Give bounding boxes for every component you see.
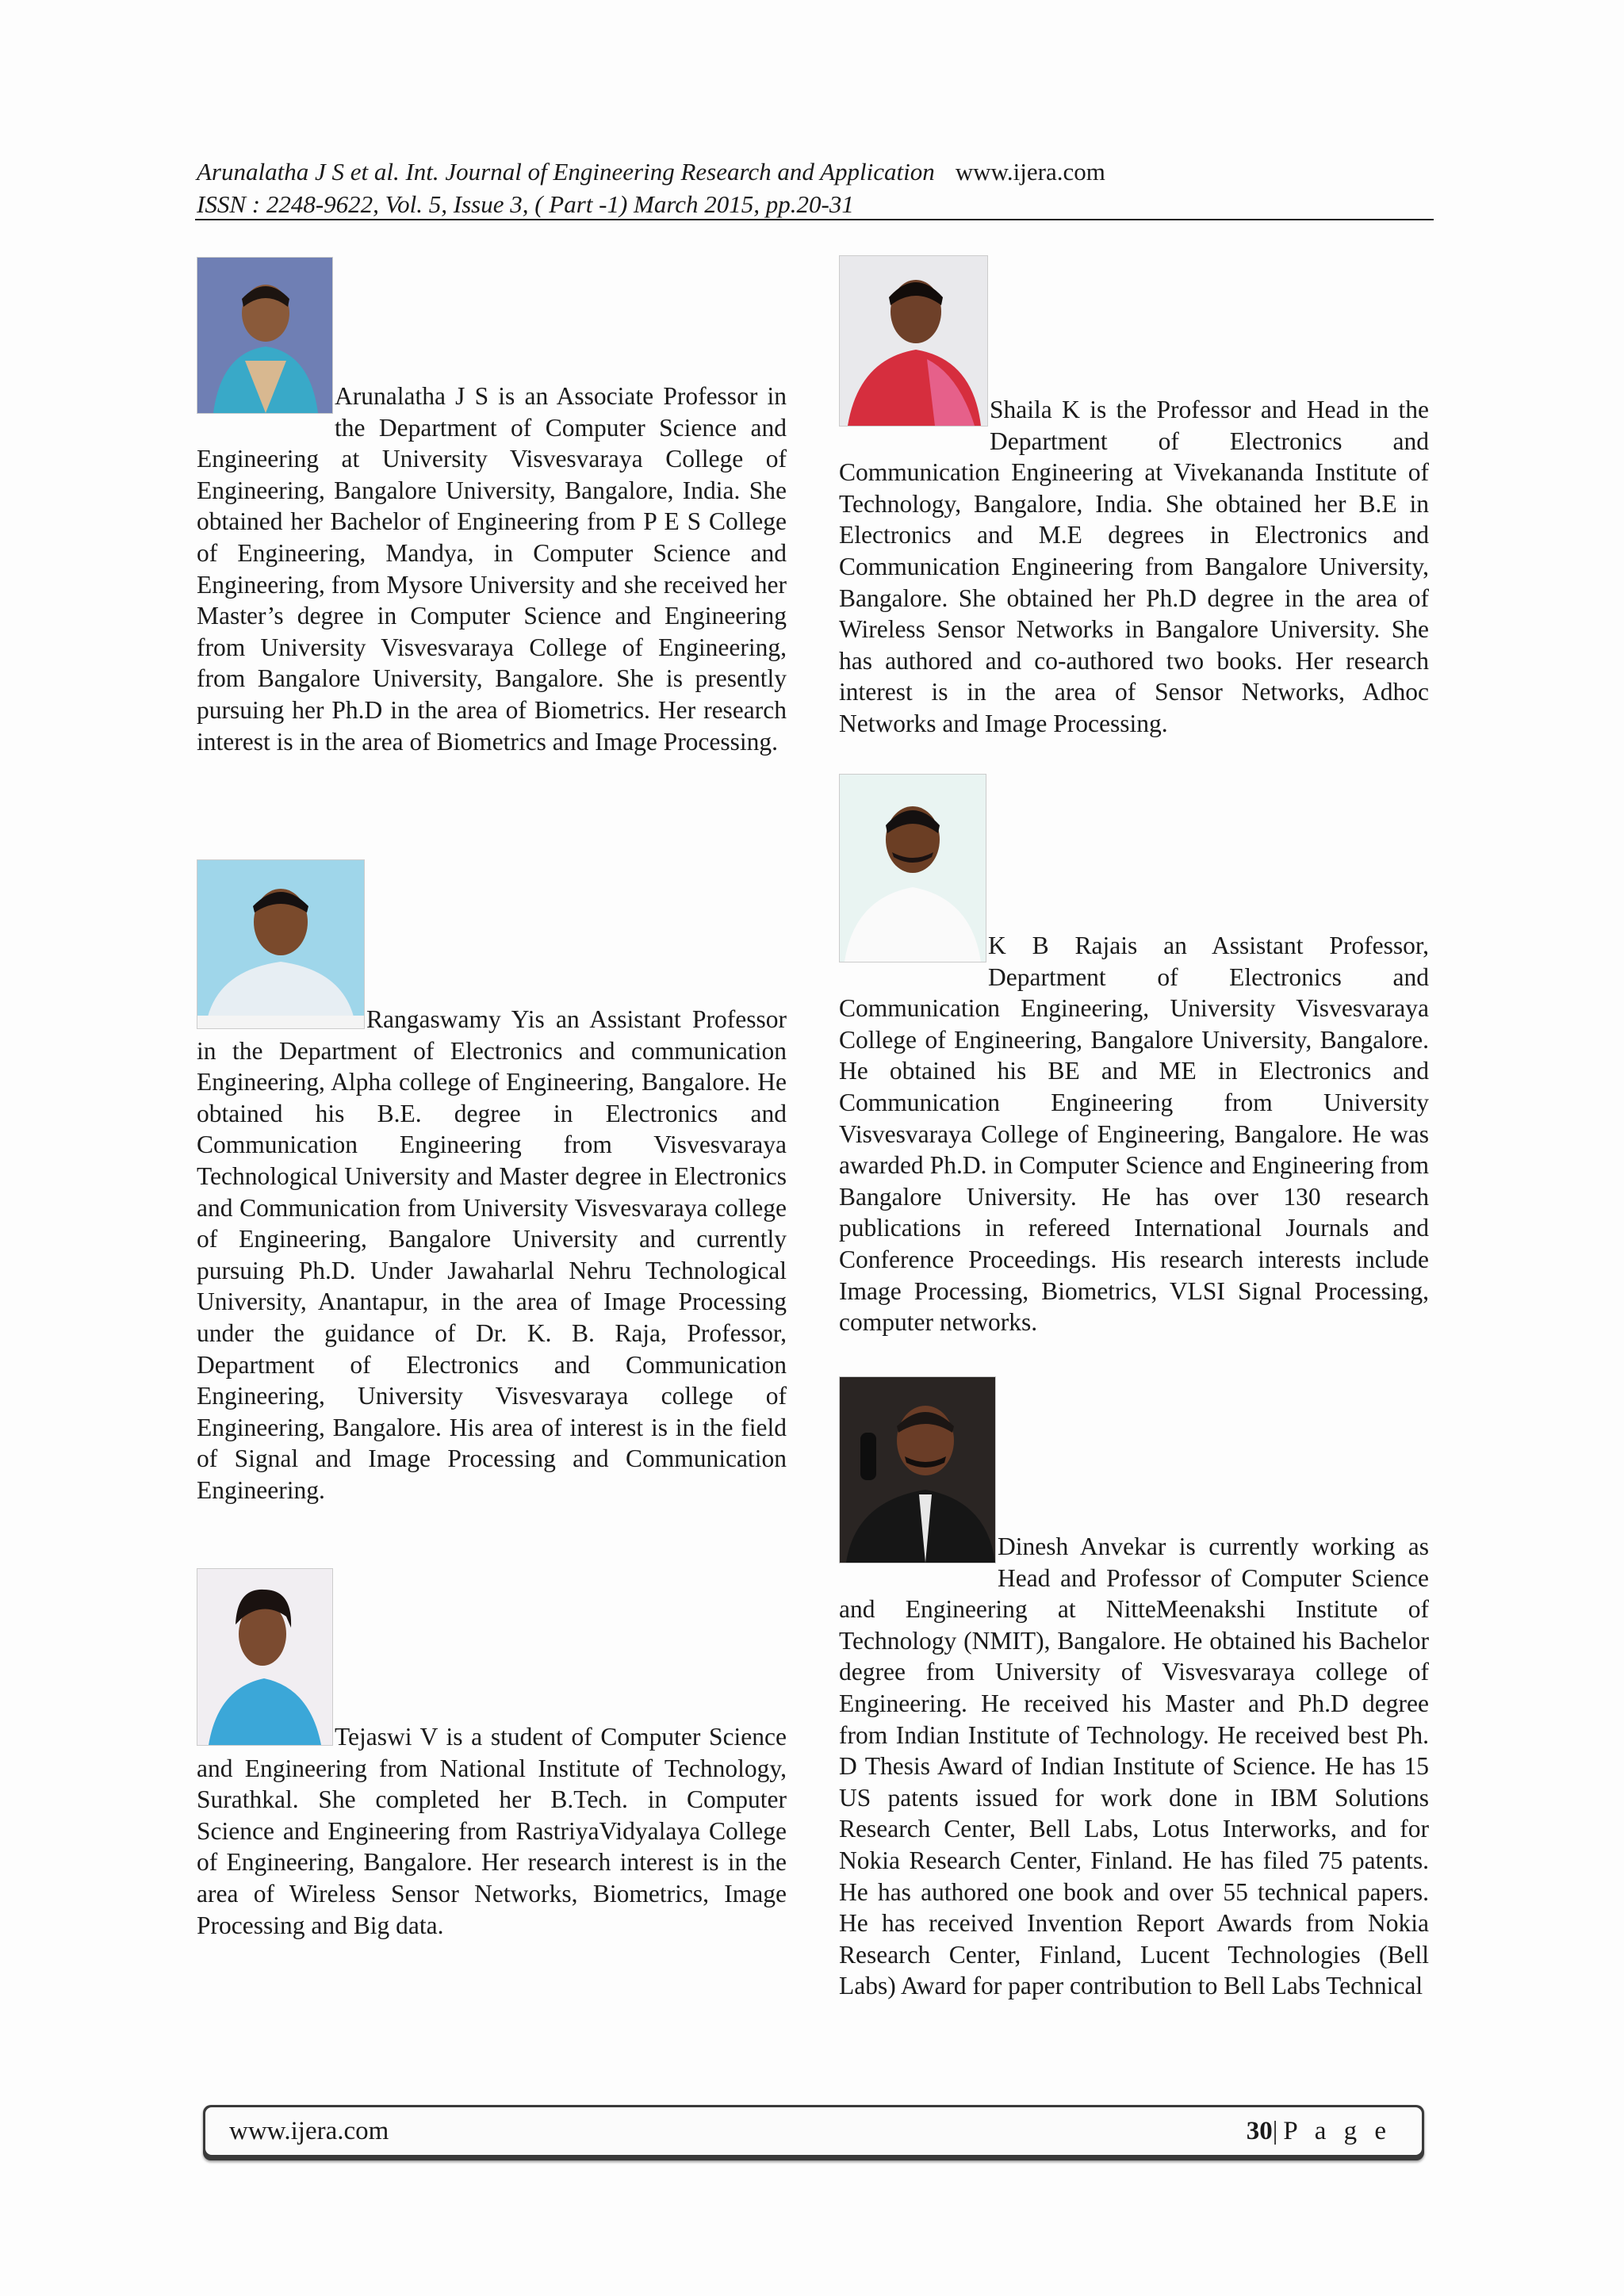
bio-rangaswamy bbox=[197, 859, 787, 1506]
footer-site: www.ijera.com bbox=[229, 2116, 389, 2145]
footer-panel bbox=[205, 2107, 1422, 2155]
bio-shaila bbox=[839, 255, 1429, 740]
journal-site: www.ijera.com bbox=[955, 158, 1105, 186]
photo-raja bbox=[839, 774, 986, 962]
bio-dinesh bbox=[839, 1376, 1429, 2002]
portrait-icon bbox=[840, 256, 987, 426]
photo-arunalatha bbox=[197, 257, 333, 414]
photo-shaila bbox=[839, 255, 988, 427]
bio-text-dinesh: Dinesh Anvekar is currently working as Head and Professor of Computer Science and Engineering at NitteMeenakshi Institute of Technology (NMIT), Bangalore. He obtained his Bachelor degree from University of Visvesvaraya college of Engineering. He received his Master and Ph.D degree from Indian Institute of Technology. He received best Ph. D Thesis Award of Indian Institute of Science. He has 15 US patents issued for work done in IBM Solutions Research Center, Bell Labs, Lotus Interworks, and for Nokia Research Center, Finland. He has filed 75 patents. He has authored one book and over 55 technical papers. He has received Invention Report Awards from Nokia Research Center, Finland, Lucent Technologies (Bell Labs) Award for paper contribution to Bell Labs Technical bbox=[839, 1533, 1429, 2000]
bio-arunalatha bbox=[197, 255, 787, 757]
bio-text-shaila: Shaila K is the Professor and Head in the Department of Electronics and Communication Engineering at Vivekananda Institute of Technology, Bangalore, India. She obtained her B.E in Electronics and M.E degrees in Electronics and Communication Engineering from Bangalore University, Bangalore. She obtained her Ph.D degree in the area of Wireless Sensor Networks in Bangalore University. She has authored and co-authored two books. Her research interest is in the area of Sensor Networks, Adhoc Networks and Image Processing. bbox=[839, 396, 1429, 737]
portrait-icon bbox=[197, 1569, 332, 1745]
header-line-1 bbox=[197, 155, 1434, 188]
bio-text-rangaswamy: Rangaswamy Yis an Assistant Professor in the Department of Electronics and communication Engineering, Alpha college of Engineering, Bangalore. He obtained his B.E. degree in Electronics and Communication Engineering from Visvesvaraya Technological University and Master degree in Electronics and Communication from University Visvesvaraya college of Engineering, Bangalore University and currently pursuing Ph.D. Under Jawaharlal Nehru Technological University, Anantapur, in the area of Image Processing under the guidance of Dr. K. B. Raja, Professor, Department of Electronics and Communication Engineering, University Visvesvaraya college of Engineering, Bangalore. His area of interest is in the field of Signal and Image Processing and Communication Engineering. bbox=[197, 1005, 787, 1504]
portrait-icon bbox=[197, 258, 332, 413]
header-rule bbox=[195, 219, 1434, 220]
running-header bbox=[197, 155, 1434, 220]
page-number: 30 bbox=[1246, 2116, 1273, 2145]
bio-text-arunalatha: Arunalatha J S is an Associate Professor in the Department of Computer Science and Engineering at University Visvesvaraya College of Engineering, Bangalore University, Bangalore, India. She obtained her Bachelor of Engineering from P E S College of Engineering, Mandya, in Computer Science and Engineering, from Mysore University and she received her Master’s degree in Computer Science and Engineering from University Visvesvaraya College of Engineering, from Bangalore University, Bangalore. She is presently pursuing her Ph.D in the area of Biometrics. Her research interest is in the area of Biometrics and Image Processing. bbox=[197, 382, 787, 756]
portrait-icon bbox=[840, 775, 986, 962]
photo-rangaswamy bbox=[197, 859, 365, 1029]
bio-raja bbox=[839, 774, 1429, 1338]
journal-citation: Arunalatha J S et al. Int. Journal of Engineering Research and Application bbox=[197, 158, 935, 186]
header-line-2: ISSN : 2248-9622, Vol. 5, Issue 3, ( Part -1) March 2015, pp.20-31 bbox=[197, 190, 854, 218]
page-indicator bbox=[1247, 2117, 1392, 2146]
bio-text-tejaswi: Tejaswi V is a student of Computer Science and Engineering from National Institute of Technology, Surathkal. She completed her B.Tech. in Computer Science and Engineering from RastriyaVidyalaya College of Engineering, Bangalore. Her research interest is in the area of Wireless Sensor Networks, Biometrics, Image Processing and Big data. bbox=[197, 1723, 787, 1939]
page-label: |P a g e bbox=[1272, 2116, 1392, 2145]
bio-text-raja: K B Rajais an Assistant Professor, Department of Electronics and Communication Engineering, University Visvesvaraya College of Engineering, Bangalore University, Bangalore. He obtained his BE and ME in Electronics and Communication Engineering from University Visvesvaraya College of Engineering, Bangalore. He was awarded Ph.D. in Computer Science and Engineering from Bangalore University. He has over 130 research publications in refereed International Journals and Conference Proceedings. His research interests include Image Processing, Biometrics, VLSI Signal Processing, computer networks. bbox=[839, 932, 1429, 1337]
portrait-icon bbox=[840, 1377, 995, 1563]
photo-tejaswi bbox=[197, 1568, 333, 1746]
portrait-icon bbox=[197, 860, 364, 1028]
page-footer bbox=[203, 2105, 1424, 2160]
bio-tejaswi bbox=[197, 1568, 787, 1941]
photo-dinesh bbox=[839, 1376, 996, 1563]
